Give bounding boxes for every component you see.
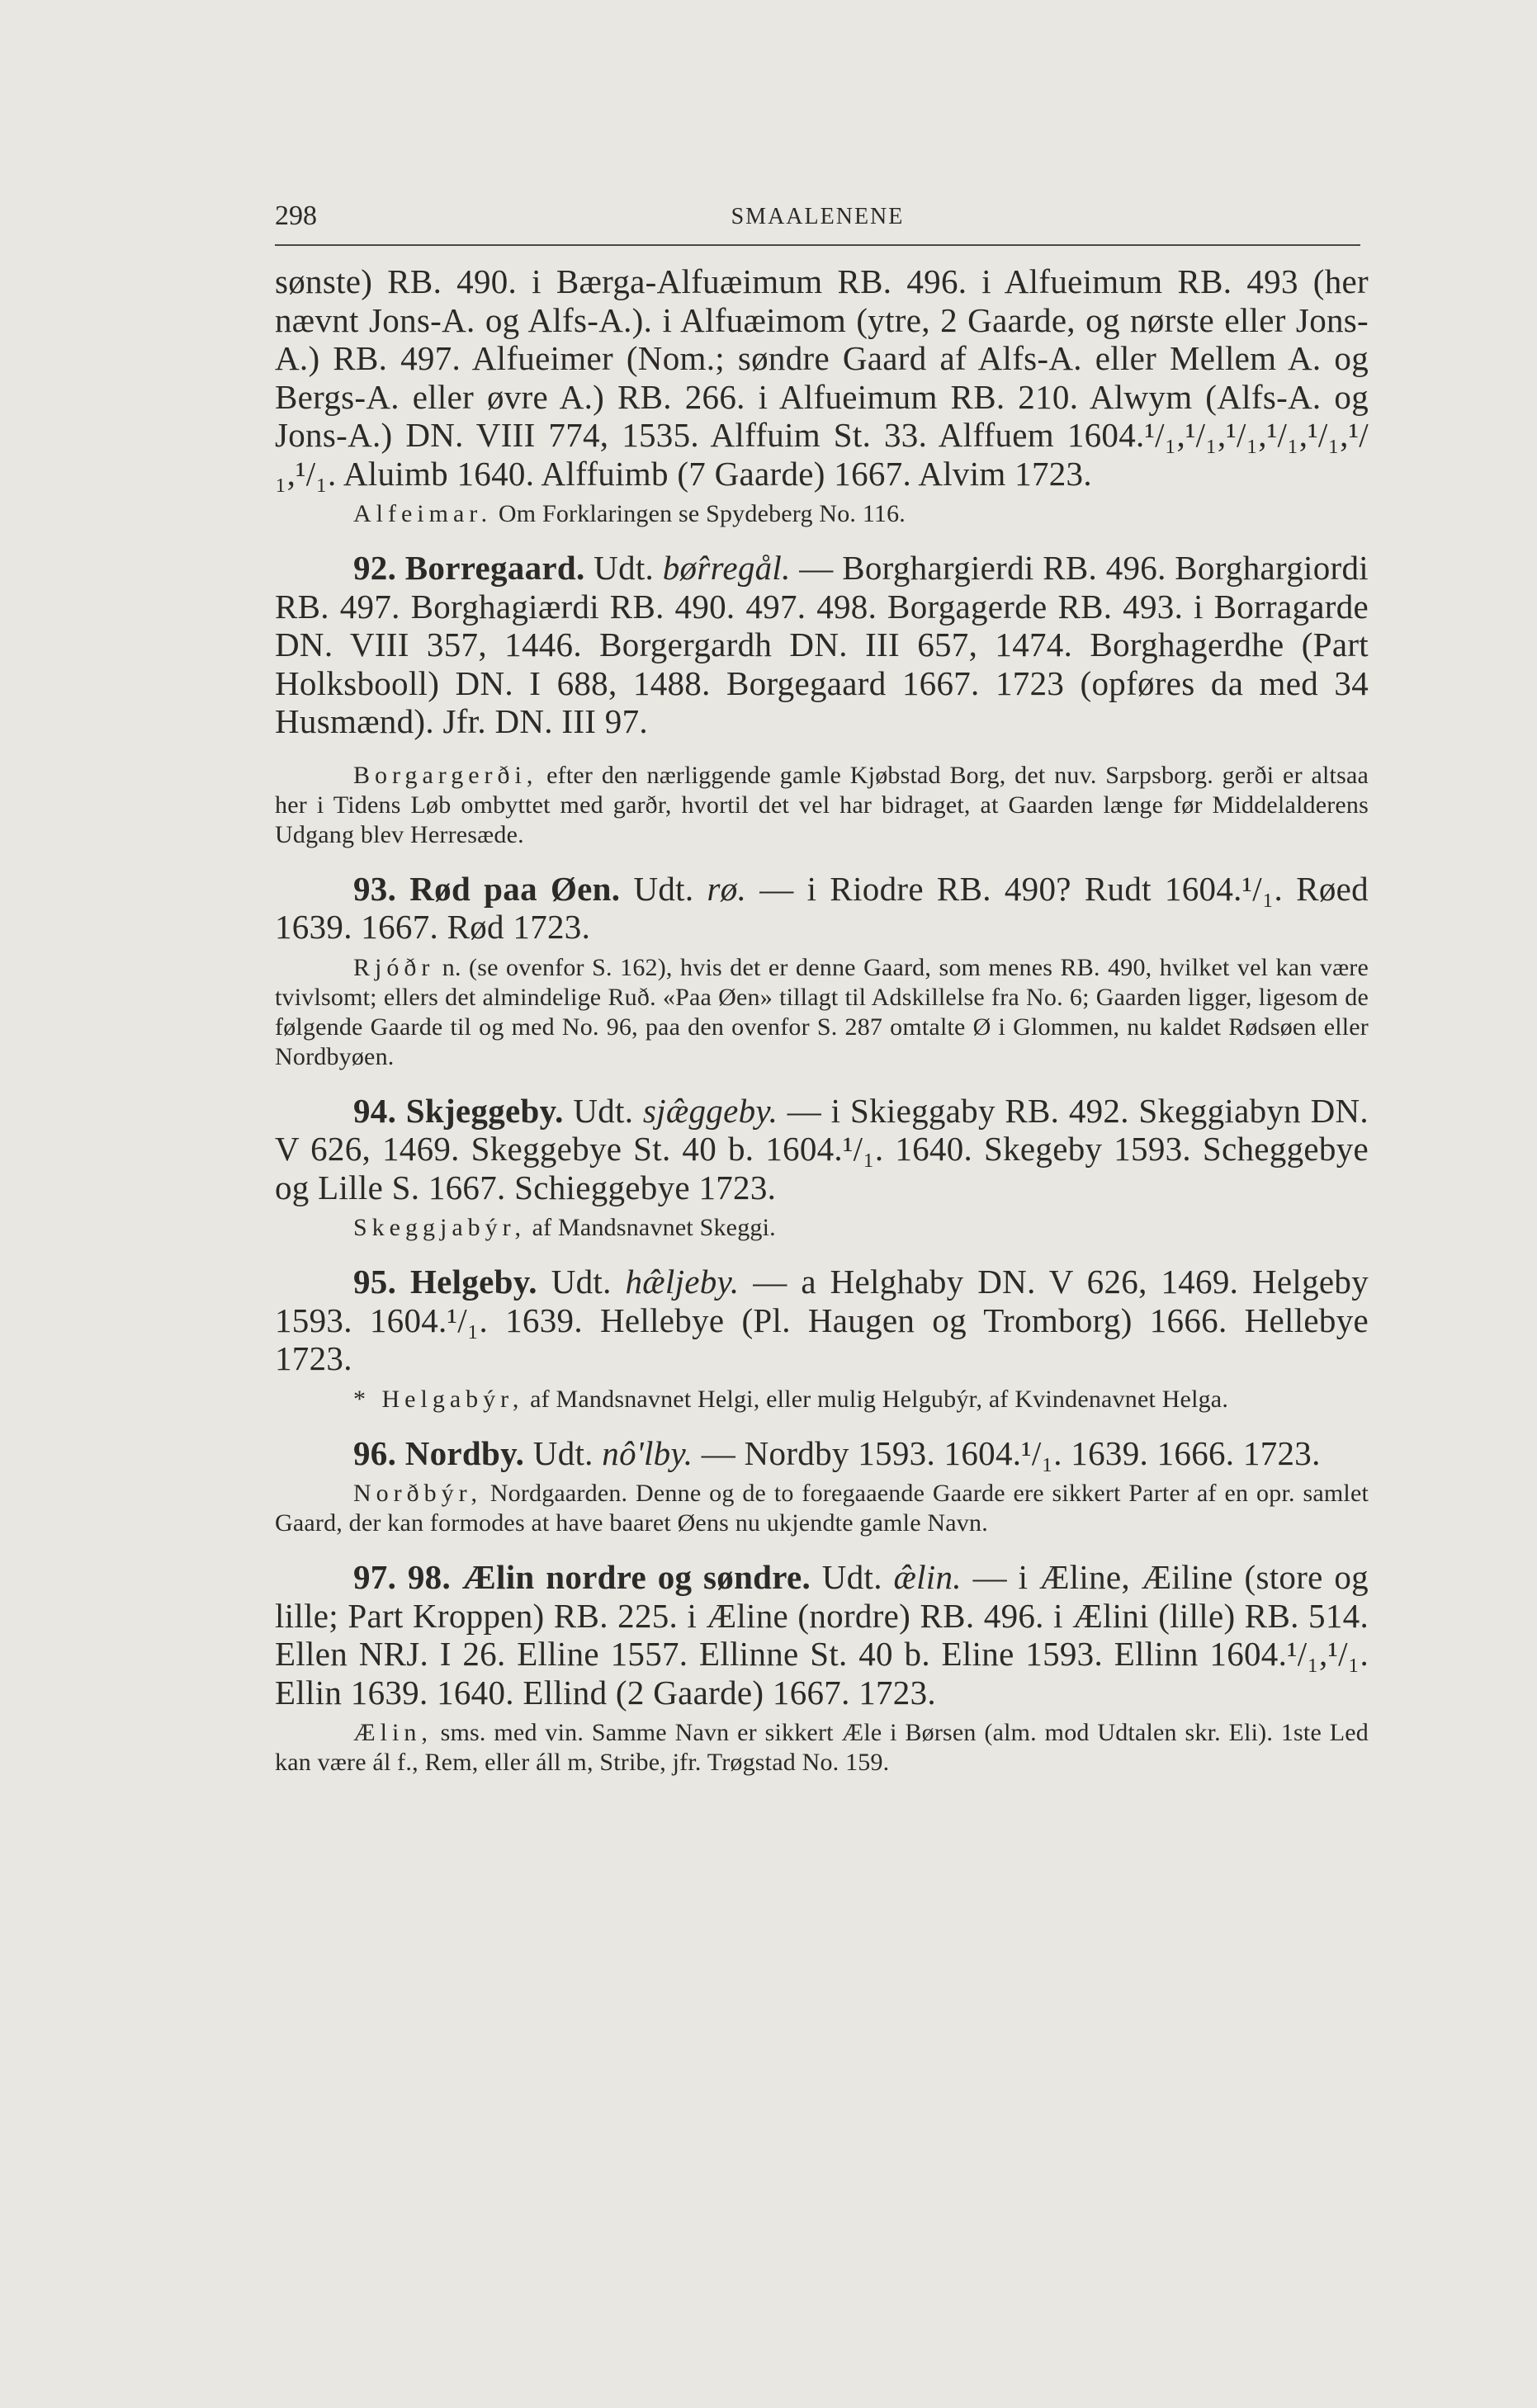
header-rule	[275, 244, 1360, 246]
farm-name: Helgeby.	[409, 1263, 537, 1301]
pronunciation: bø̂rregål.	[662, 549, 791, 587]
pronunciation: rø.	[707, 869, 747, 908]
note-helgabyr	[275, 1385, 1369, 1414]
note-lead-term: Skeggjabýr,	[353, 1214, 526, 1241]
entry-93-rod-paa-oen	[275, 870, 1369, 947]
page-number: 298	[275, 201, 317, 231]
note-lead-term: Rjóðr	[353, 953, 435, 981]
note-lead-term: Alfeimar.	[353, 500, 493, 527]
entry-97-98-aelin	[275, 1558, 1369, 1712]
farm-name: Rød paa Øen.	[409, 869, 621, 908]
note-rjodr	[275, 953, 1369, 1072]
note-aelin	[275, 1718, 1369, 1778]
farm-name: Nordby.	[404, 1433, 525, 1472]
farm-name: Borregaard.	[404, 549, 585, 587]
entry-92-borregaard	[275, 549, 1369, 741]
note-borgargerdi	[275, 761, 1369, 850]
note-lead-term: Borgargerði,	[353, 761, 538, 789]
note-text: Om Forklaringen se Spydeberg No. 116.	[492, 500, 906, 527]
note-skeggjabyr	[275, 1213, 1369, 1243]
note-text: af Mandsnavnet Skeggi.	[525, 1214, 776, 1241]
entry-94-skjeggeby	[275, 1092, 1369, 1207]
entry-text: — a Helghaby DN. V 626, 1469. Helgeby 1593. 1604.¹/₁. 1639. Hellebye (Pl. Haugen og Tromborg) 1666. Hellebye 1723.	[275, 1263, 1369, 1377]
entry-number: 93.	[353, 869, 397, 908]
note-nordbyr	[275, 1479, 1369, 1538]
udt-label: Udt.	[821, 1558, 882, 1596]
entry-number: 96.	[353, 1433, 397, 1472]
page-header	[275, 201, 1360, 234]
running-title: SMAALENENE	[731, 204, 905, 229]
note-lead-term: Norðbýr,	[353, 1480, 482, 1507]
entry-95-helgeby	[275, 1263, 1369, 1378]
paragraph-alvim-forms: sønste) RB. 490. i Bærga-Alfuæimum RB. 496. i Alfueimum RB. 493 (her nævnt Jons-A. og Alfs-A.). i Alfuæimom (ytre, 2 Gaarde, og nørste eller Jons-A.) RB. 497. Alfueimer (Nom.; søndre Gaard af Alfs-A. eller Mellem A. og Bergs-A. eller øvre A.) RB. 266. i Alfueimum RB. 210. Alwym (Alfs-A. og Jons-A.) DN. VIII 774, 1535. Alffuim St. 33. Alffuem 1604.¹/₁,¹/₁,¹/₁,¹/₁,¹/₁,¹/₁,¹/₁. Aluimb 1640. Alffuimb (7 Gaarde) 1667. Alvim 1723.	[275, 262, 1369, 493]
entry-text: — Borghargierdi RB. 496. Borghargiordi RB. 497. Borghagiærdi RB. 490. 497. 498. Borgagerde RB. 493. i Borragarde DN. VIII 357, 1446. Borgergardh DN. III 657, 1474. Borghagerdhe (Part Holksbooll) DN. I 688, 1488. Borgegaard 1667. 1723 (opføres da med 34 Husmænd). Jfr. DN. III 97.	[275, 549, 1369, 740]
pronunciation: sjæ̂ggeby.	[642, 1091, 778, 1130]
note-lead-term: Ælin,	[353, 1719, 433, 1746]
pronunciation: æ̂lin.	[893, 1558, 962, 1596]
udt-label: Udt.	[532, 1433, 594, 1472]
entry-text: — i Æline, Æiline (store og lille; Part Kroppen) RB. 225. i Æline (nordre) RB. 496. i Ælini (lille) RB. 514. Ellen NRJ. I 26. Elline 1557. Ellinne St. 40 b. Eline 1593. Ellinn 1604.¹/₁,¹/₁. Ellin 1639. 1640. Ellind (2 Gaarde) 1667. 1723.	[275, 1558, 1369, 1712]
entry-96-nordby	[275, 1434, 1369, 1473]
pronunciation: hæ̂ljeby.	[625, 1263, 740, 1301]
entry-number: 97. 98.	[353, 1558, 452, 1596]
note-text: sms. med vin. Samme Navn er sikkert Æle i Børsen (alm. mod Udtalen skr. Eli). 1ste Led kan være ál f., Rem, eller áll m, Stribe, jfr. Trøgstad No. 159.	[275, 1719, 1369, 1776]
entry-number: 92.	[353, 549, 397, 587]
farm-name: Ælin nordre og søndre.	[461, 1558, 811, 1596]
udt-label: Udt.	[551, 1263, 612, 1301]
note-lead-term: * Helgabýr,	[353, 1385, 524, 1413]
note-text: efter den nærliggende gamle Kjøbstad Borg, det nuv. Sarpsborg. gerði er altsaa her i Tidens Løb ombyttet med garðr, hvortil det vel har bidraget, at Gaarden længe før Middelalderens Udgang blev Herresæde.	[275, 761, 1369, 848]
udt-label: Udt.	[573, 1091, 634, 1130]
udt-label: Udt.	[594, 549, 655, 587]
note-alfeimar	[275, 499, 1369, 529]
note-text: n. (se ovenfor S. 162), hvis det er denne Gaard, som menes RB. 490, hvilket vel kan være tvivlsomt; ellers det almindelige Ruð. «Paa Øen» tillagt til Adskillelse fra No. 6; Gaarden ligger, ligesom de følgende Gaarde til og med No. 96, paa den ovenfor S. 287 omtalte Ø i Glommen, nu kaldet Rødsøen eller Nordbyøen.	[275, 953, 1369, 1070]
farm-name: Skjeggeby.	[405, 1091, 564, 1130]
udt-label: Udt.	[633, 869, 694, 908]
note-text: af Mandsnavnet Helgi, eller mulig Helgubýr, af Kvindenavnet Helga.	[523, 1385, 1229, 1413]
note-text: Nordgaarden. Denne og de to foregaaende Gaarde ere sikkert Parter af en opr. samlet Gaard, der kan formodes at have baaret Øens nu ukjendte gamle Navn.	[275, 1480, 1369, 1537]
pronunciation: nô'lby.	[602, 1433, 693, 1472]
page-content	[275, 262, 1369, 1778]
entry-number: 94.	[353, 1091, 397, 1130]
entry-number: 95.	[353, 1263, 397, 1301]
entry-text: — i Riodre RB. 490? Rudt 1604.¹/₁. Røed 1639. 1667. Rød 1723.	[275, 869, 1369, 946]
entry-text: — Nordby 1593. 1604.¹/₁. 1639. 1666. 1723.	[693, 1433, 1321, 1472]
entry-text: — i Skieggaby RB. 492. Skeggiabyn DN. V 626, 1469. Skeggebye St. 40 b. 1604.¹/₁. 1640. Skegeby 1593. Scheggebye og Lille S. 1667. Schieggebye 1723.	[275, 1091, 1369, 1206]
